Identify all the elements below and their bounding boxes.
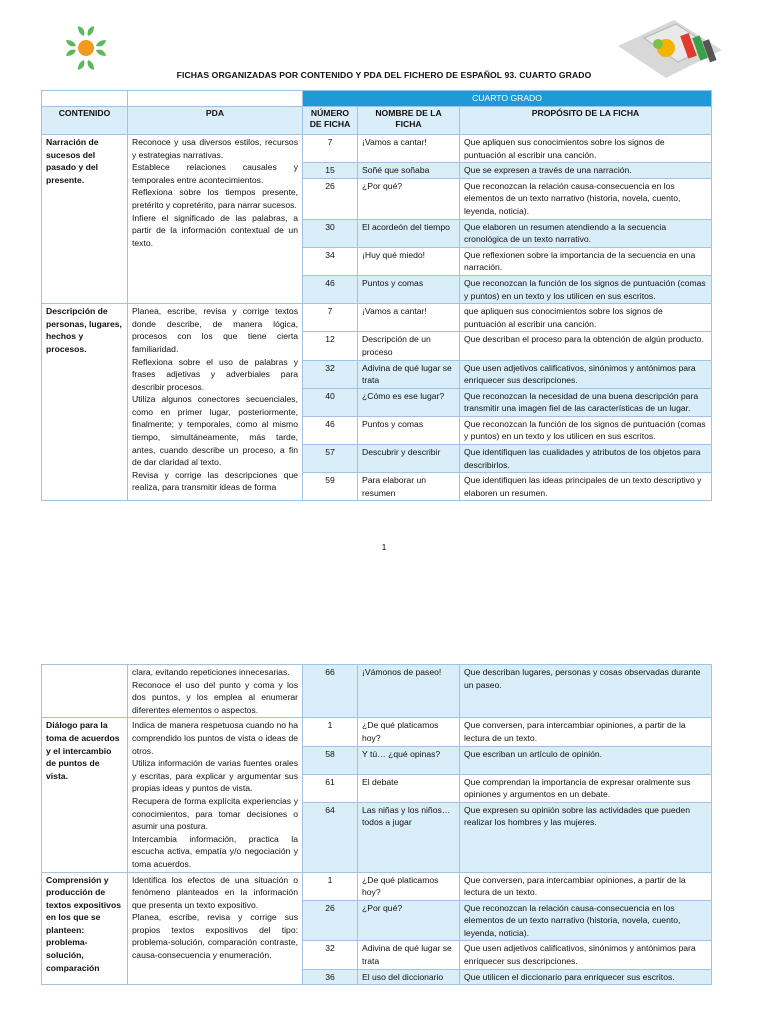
fichas-table-continued [41,664,712,985]
table-row [42,718,712,746]
ficha-name: Y tú… ¿qué opinas? [358,746,460,774]
pda-item: Reconoce y usa diversos estilos, recursos y estrategias narrativas. [132,137,298,160]
ficha-purpose: Que reconozcan la función de los signos de puntuación (comas y puntos) en un texto y los utilicen en sus escritos. [460,275,712,303]
ficha-name: Soñé que soñaba [358,163,460,179]
pda-item: Identifica los efectos de una situación o fenómeno planteados en la información que presenta un texto expositivo. [132,874,298,910]
pda-item: Utiliza algunos conectores secuenciales, como en primer lugar, posteriormente, finalmente; y temporales, como al mismo tiempo, simultáneamente, más tarde, antes, cuando describe un proceso, a fin de dar claridad al texto. [132,394,298,468]
ficha-number: 32 [303,941,358,969]
contenido-cell [42,665,128,718]
ficha-name: ¿Por qué? [358,178,460,219]
pda-cell [128,135,303,304]
pda-item: Infiere el significado de las palabras, a partir de la información contextual de un texto. [132,212,298,248]
ficha-number: 59 [303,473,358,501]
ficha-purpose: Que apliquen sus conocimientos sobre los signos de puntuación al escribir una canción. [460,135,712,163]
ficha-number: 64 [303,802,358,872]
ficha-number: 61 [303,774,358,802]
ficha-purpose: Que usen adjetivos calificativos, sinónimos y antónimos para enriquecer sus descripciones. [460,941,712,969]
col-header-pda: PDA [128,107,303,135]
col-header-nombre: NOMBRE DE LA FICHA [358,107,460,135]
pda-item: Reconoce el uso del punto y coma y los dos puntos, y los emplea al enumerar diferentes elementos o aspectos. [132,679,298,715]
ficha-purpose: Que reconozcan la necesidad de una buena descripción para transmitir una imagen fiel de las características de un lugar. [460,388,712,416]
ficha-purpose: Que reconozcan la función de los signos de puntuación (comas y puntos) en un texto y los utilicen en sus escritos. [460,416,712,444]
pda-item: Revisa y corrige las descripciones que realiza, para transmitir ideas de forma [132,469,298,493]
ficha-purpose: Que expresen su opinión sobre las actividades que pueden realizar los hombres y las mujeres. [460,802,712,872]
ficha-name: ¡Vámonos de paseo! [358,665,460,718]
pda-item: Utiliza información de varias fuentes orales y escritas, para explicar y argumentar sus propias ideas y puntos de vista. [132,758,298,794]
ficha-purpose: Que reflexionen sobre la importancia de la secuencia en una narración. [460,247,712,275]
ficha-purpose: Que identifiquen las cualidades y atributos de los objetos para describirlos. [460,445,712,473]
ficha-name: Puntos y comas [358,275,460,303]
ficha-number: 34 [303,247,358,275]
ficha-number: 46 [303,275,358,303]
table-row [42,304,712,332]
ficha-purpose: Que comprendan la importancia de expresar oralmente sus opiniones y argumentos en un debate. [460,774,712,802]
ficha-number: 1 [303,718,358,746]
ficha-purpose: Que describan lugares, personas y cosas observadas durante un paseo. [460,665,712,718]
page-number: 1 [381,542,387,552]
ficha-name: Adivina de qué lugar se trata [358,941,460,969]
page-gap [0,560,768,664]
ficha-number: 7 [303,135,358,163]
ficha-name: ¡Vamos a cantar! [358,304,460,332]
table-row [42,872,712,900]
pda-item: Reflexiona sobre el uso de palabras y frases adjetivas y adverbiales para describir procesos. [132,356,298,392]
pda-item: Recupera de forma explícita experiencias y conocimientos, para tomar decisiones o asumir una postura. [132,795,298,832]
ficha-number: 7 [303,304,358,332]
ficha-number: 58 [303,746,358,774]
contenido-cell: Descripción de personas, lugares, hechos y procesos. [42,304,128,501]
ficha-name: El debate [358,774,460,802]
ficha-number: 46 [303,416,358,444]
ficha-purpose: Que conversen, para intercambiar opiniones, a partir de la lectura de un texto. [460,718,712,746]
ficha-purpose: Que utilicen el diccionario para enriquecer sus escritos. [460,969,712,985]
col-header-numero: NÚMERO DE FICHA [303,107,358,135]
ficha-purpose: Que usen adjetivos calificativos, sinónimos y antónimos para enriquecer sus descripciones. [460,360,712,388]
ficha-purpose: Que describan el proceso para la obtención de algún producto. [460,332,712,360]
ficha-name: Adivina de qué lugar se trata [358,360,460,388]
ficha-number: 26 [303,178,358,219]
ficha-purpose: Que se expresen a través de una narración. [460,163,712,179]
grade-band: CUARTO GRADO [303,91,712,107]
ficha-name: El acordeón del tiempo [358,219,460,247]
ficha-name: ¿De qué platicamos hoy? [358,872,460,900]
ficha-number: 12 [303,332,358,360]
ficha-number: 32 [303,360,358,388]
pda-cell [128,665,303,718]
table-row [42,665,712,718]
ficha-name: ¿Cómo es ese lugar? [358,388,460,416]
pda-item: Planea, escribe, revisa y corrige textos donde describe, de manera lógica, procesos con los que tiene cierta familiaridad. [132,306,298,354]
ficha-number: 1 [303,872,358,900]
ficha-purpose: Que reconozcan la relación causa-consecuencia en los elementos de un texto narrativo (historia, novela, cuento, leyenda, noticia). [460,178,712,219]
col-header-proposito: PROPÓSITO DE LA FICHA [460,107,712,135]
ficha-name: ¿Por qué? [358,900,460,941]
ficha-name: Descripción de un proceso [358,332,460,360]
contenido-cell: Comprensión y producción de textos expositivos en los que se planteen: problema-solución, comparación [42,872,128,985]
ficha-number: 30 [303,219,358,247]
pda-cell [128,872,303,985]
contenido-cell: Diálogo para la toma de acuerdos y el intercambio de puntos de vista. [42,718,128,872]
pda-item: Establece relaciones causales y temporales entre acontecimientos. [132,162,298,185]
ficha-purpose: Que escriban un artículo de opinión. [460,746,712,774]
pda-item: Indica de manera respetuosa cuando no ha comprendido los puntos de vista o ideas de otros. [132,720,298,756]
document-title: FICHAS ORGANIZADAS POR CONTENIDO Y PDA DEL FICHERO DE ESPAÑOL 93. CUARTO GRADO [176,70,592,80]
program-logo-icon [58,20,114,76]
ficha-number: 40 [303,388,358,416]
ficha-purpose: Que identifiquen las ideas principales de un texto descriptivo y elaboren un resumen. [460,473,712,501]
ficha-purpose: Que elaboren un resumen atendiendo a la secuencia cronológica de un texto narrativo. [460,219,712,247]
pda-cell [128,304,303,501]
pda-item: Intercambia información, practica la escucha activa, empatía y/o negociación y toma acuerdos. [132,833,298,869]
table-row [42,135,712,163]
ficha-name: Descubrir y describir [358,445,460,473]
ficha-name: El uso del diccionario [358,969,460,985]
pda-cell [128,718,303,872]
ficha-name: ¿De qué platicamos hoy? [358,718,460,746]
ficha-name: Las niñas y los niños… todos a jugar [358,802,460,872]
ficha-name: Puntos y comas [358,416,460,444]
ficha-name: ¡Huy qué miedo! [358,247,460,275]
ficha-purpose: que apliquen sus conocimientos sobre los signos de puntuación al escribir una canción. [460,304,712,332]
ficha-purpose: Que conversen, para intercambiar opiniones, a partir de la lectura de un texto. [460,872,712,900]
ficha-number: 26 [303,900,358,941]
ficha-number: 57 [303,445,358,473]
page-2 [0,664,768,1024]
fichas-table [41,90,712,501]
ficha-name: ¡Vamos a cantar! [358,135,460,163]
ficha-number: 66 [303,665,358,718]
contenido-cell: Narración de sucesos del pasado y del presente. [42,135,128,304]
pda-item: Reflexiona sobre los tiempos presente, pretérito y copretérito, para narrar sucesos. [132,187,298,210]
ficha-number: 15 [303,163,358,179]
ficha-purpose: Que reconozcan la relación causa-consecuencia en los elementos de un texto narrativo (historia, novela, cuento, leyenda, noticia). [460,900,712,941]
ficha-number: 36 [303,969,358,985]
pda-item: Planea, escribe, revisa y corrige sus propios textos expositivos del tipo: problema-solución, comparación contraste, causa-consecuencia y enumeración. [132,912,298,961]
col-header-contenido: CONTENIDO [42,107,128,135]
ficha-name: Para elaborar un resumen [358,473,460,501]
pda-item: clara, evitando repeticiones innecesarias. [132,667,290,677]
